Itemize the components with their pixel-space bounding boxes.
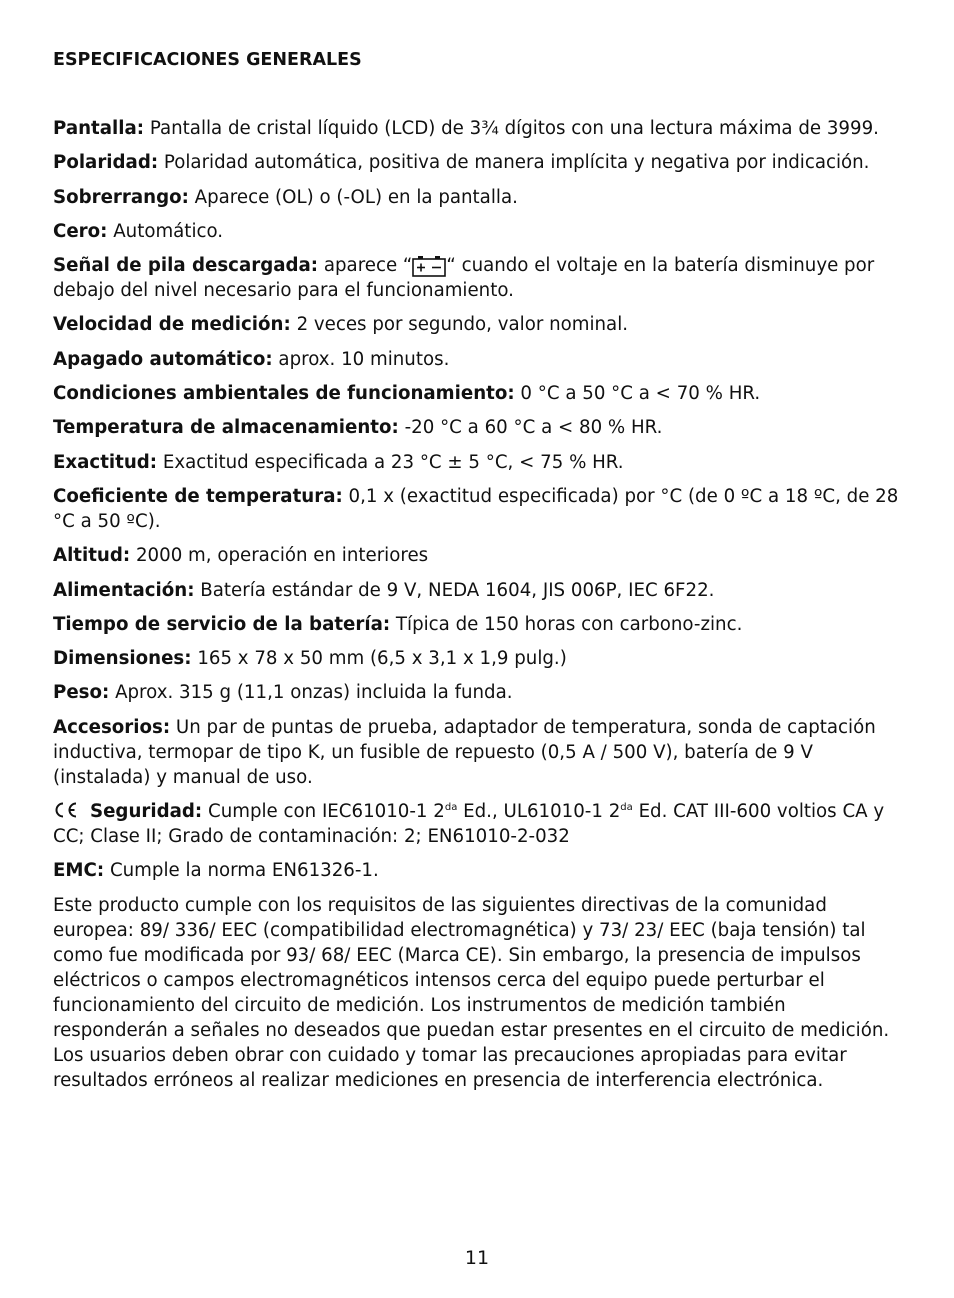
spec-item-tiempo	[53, 612, 903, 637]
spec-label: Accesorios:	[53, 716, 171, 738]
spec-value: Batería estándar de 9 V, NEDA 1604, JIS 006P, IEC 6F22.	[200, 579, 715, 601]
spec-label: EMC:	[53, 860, 105, 882]
spec-label: Apagado automático:	[53, 348, 273, 370]
spec-list	[53, 116, 903, 1093]
spec-item-pantalla	[53, 116, 903, 141]
spec-value: aprox. 10 minutos.	[278, 348, 450, 370]
spec-item-accesorios	[53, 715, 903, 790]
spec-value: Polaridad automática, positiva de manera implícita y negativa por indicación.	[163, 152, 870, 174]
spec-value: -20 °C a 60 °C a < 80 % HR.	[404, 417, 663, 439]
spec-label: Alimentación:	[53, 579, 195, 601]
spec-value: Automático.	[113, 220, 224, 242]
spec-label: Velocidad de medición:	[53, 314, 291, 336]
spec-label: Seguridad:	[90, 801, 203, 823]
spec-item-altitud	[53, 543, 903, 568]
section-heading: ESPECIFICACIONES GENERALES	[53, 50, 362, 70]
spec-value: Aprox. 315 g (11,1 onzas) incluida la funda.	[115, 682, 513, 704]
battery-icon	[412, 255, 446, 277]
spec-label: Pantalla:	[53, 118, 145, 139]
spec-item-sobrerrango	[53, 185, 903, 210]
compliance-paragraph: Este producto cumple con los requisitos de las siguientes directivas de la comunidad europea: 89/ 336/ EEC (compatibilidad electromagnética) y 73/ 23/ EEC (baja tensión) tal como fue modificada por 93/ 68/ EEC (Marca CE). Sin embargo, la presencia de impulsos eléctricos o campos electromagnéticos intensos cerca del equipo puede perturbar el funcionamiento del circuito de medición. Los instrumentos de medición también responderán a señales no deseados que puedan estar presentes en el circuito de medición. Los usuarios deben obrar con cuidado y tomar las precauciones apropiadas para evitar resultados erróneos al realizar mediciones en presencia de interferencia electrónica.	[53, 894, 890, 1091]
spec-item-dimensiones	[53, 646, 903, 671]
spec-value-after: “ cuando el voltaje en la batería disminuye por debajo del nivel necesario para el funcionamiento.	[53, 255, 875, 302]
spec-value-part2: Ed., UL61010-1 2	[457, 801, 621, 823]
spec-item-polaridad	[53, 150, 903, 175]
spec-label: Cero:	[53, 220, 108, 242]
spec-item-peso	[53, 680, 903, 705]
spec-value: 0 °C a 50 °C a < 70 % HR.	[520, 383, 761, 405]
spec-value: Exactitud especificada a 23 °C ± 5 °C, < 75 % HR.	[162, 451, 624, 473]
spec-label: Tiempo de servicio de la batería:	[53, 613, 391, 635]
spec-item-pila	[53, 253, 903, 303]
spec-value-before: aparece “	[323, 255, 413, 277]
spec-item-exactitud	[53, 450, 903, 475]
spec-label: Polaridad:	[53, 152, 159, 174]
page-number: 11	[464, 1247, 490, 1269]
spec-value: 2000 m, operación en interiores	[135, 545, 429, 567]
spec-label: Coeficiente de temperatura:	[53, 485, 343, 507]
spec-value: 0,1 x (exactitud especificada) por °C (de 0 ºC a 18 ºC, de 28 °C a 50 ºC).	[53, 485, 899, 532]
spec-label: Exactitud:	[53, 451, 158, 473]
spec-item-cero	[53, 219, 903, 244]
spec-item-emc	[53, 858, 903, 883]
spec-value-part1: Cumple con IEC61010-1 2	[208, 801, 445, 823]
spec-value: 2 veces por segundo, valor nominal.	[296, 314, 629, 336]
spec-label: Condiciones ambientales de funcionamiento:	[53, 383, 515, 405]
spec-item-almacenamiento	[53, 415, 903, 440]
spec-value-part3: Ed. CAT III-600 voltios CA y CC; Clase II; Grado de contaminación: 2; EN61010-2-032	[53, 801, 885, 848]
spec-value: Un par de puntas de prueba, adaptador de temperatura, sonda de captación inductiva, termopar de tipo K, un fusible de repuesto (0,5 A / 500 V), batería de 9 V (instalada) y manual de uso.	[53, 716, 876, 788]
spec-value: Pantalla de cristal líquido (LCD) de 3¾ dígitos con una lectura máxima de 3999.	[149, 118, 879, 139]
spec-value: Típica de 150 horas con carbono-zinc.	[395, 613, 743, 635]
ce-mark-icon	[53, 801, 79, 819]
spec-label: Señal de pila descargada:	[53, 255, 319, 277]
spec-item-condiciones	[53, 381, 903, 406]
spec-label: Peso:	[53, 682, 110, 704]
spec-item-velocidad	[53, 312, 903, 337]
spec-value: Cumple la norma EN61326-1.	[109, 860, 379, 882]
spec-item-coeficiente	[53, 484, 903, 534]
spec-label: Dimensiones:	[53, 648, 192, 670]
spec-item-apagado	[53, 347, 903, 372]
spec-label: Altitud:	[53, 545, 131, 567]
spec-value: 165 x 78 x 50 mm (6,5 x 3,1 x 1,9 pulg.)	[197, 648, 567, 670]
superscript: da	[444, 802, 458, 814]
spec-item-seguridad	[53, 799, 903, 849]
spec-label: Temperatura de almacenamiento:	[53, 417, 399, 439]
spec-item-alimentacion	[53, 578, 903, 603]
superscript: da	[620, 802, 633, 814]
spec-value: Aparece (OL) o (-OL) en la pantalla.	[194, 186, 518, 208]
spec-label: Sobrerrango:	[53, 186, 189, 208]
